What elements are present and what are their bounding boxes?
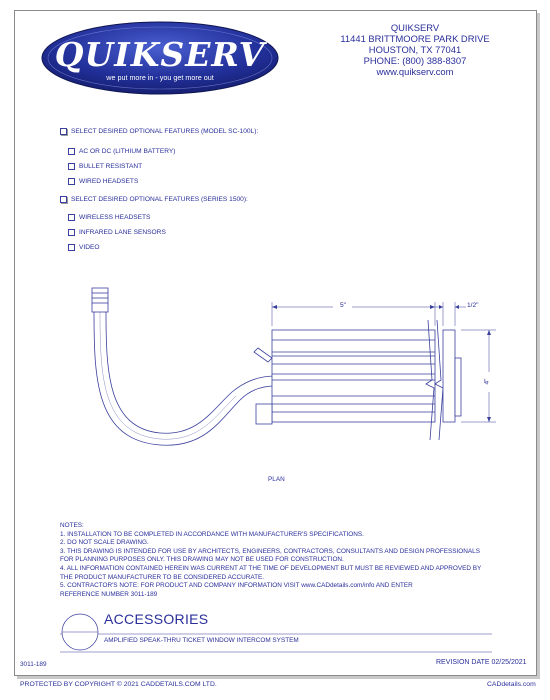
feature-option — [68, 163, 142, 170]
feature-option — [68, 229, 166, 236]
drawing-title: ACCESSORIES — [104, 611, 209, 627]
feature-group-2-label: SELECT DESIRED OPTIONAL FEATURES (SERIES 1500): — [71, 196, 248, 203]
drawing-subtitle: AMPLIFIED SPEAK-THRU TICKET WINDOW INTERCOM SYSTEM — [104, 637, 299, 644]
feature-option-checkbox[interactable] — [68, 178, 75, 185]
feature-group-1 — [60, 128, 258, 135]
caddetails-link[interactable]: CADdetails.com — [487, 681, 536, 688]
notes — [60, 522, 481, 599]
feature-group-1-label: SELECT DESIRED OPTIONAL FEATURES (MODEL SC-100L): — [71, 128, 259, 135]
note-line: 4. ALL INFORMATION CONTAINED HEREIN WAS CURRENT AT THE TIME OF DEVELOPMENT BUT MUST BE REVIEWED AND APPROVED BY — [60, 564, 482, 572]
feature-option-label: WIRED HEADSETS — [79, 178, 139, 185]
dimension-depth: 1/2" — [467, 302, 479, 309]
feature-option — [68, 244, 100, 251]
feature-group-2 — [60, 196, 248, 203]
company-phone: PHONE: (800) 388-8307 — [363, 55, 467, 66]
feature-option — [68, 178, 138, 185]
feature-option — [68, 214, 150, 221]
copyright-notice: PROTECTED BY COPYRIGHT © 2021 CADDETAILS.COM LTD. — [20, 681, 217, 688]
note-line: 2. DO NOT SCALE DRAWING. — [60, 539, 149, 547]
note-line: REFERENCE NUMBER 3011-189 — [60, 590, 158, 598]
company-address-2: HOUSTON, TX 77041 — [368, 44, 462, 55]
revision-date: REVISION DATE 02/25/2021 — [436, 659, 527, 666]
reference-number: 3011-189 — [20, 661, 47, 668]
feature-option-checkbox[interactable] — [68, 148, 75, 155]
feature-option-checkbox[interactable] — [68, 214, 75, 221]
feature-option — [68, 148, 175, 155]
view-label: PLAN — [268, 476, 285, 483]
logo-tagline: we put more in - you get more out — [106, 73, 214, 82]
company-address-1: 11441 BRITTMOORE PARK DRIVE — [340, 33, 490, 44]
company-website[interactable]: www.quikserv.com — [376, 66, 454, 77]
note-line: FOR PLANNING PURPOSES ONLY. THIS DRAWING MAY NOT BE USED FOR CONSTRUCTION. — [60, 556, 344, 564]
feature-group-2-checkbox[interactable] — [60, 196, 67, 203]
title-block — [60, 608, 490, 648]
logo-wordmark: QUIKSERV — [54, 35, 266, 74]
feature-group-1-checkbox[interactable] — [60, 128, 67, 135]
feature-option-label: BULLET RESISTANT — [79, 163, 143, 170]
feature-option-label: INFRARED LANE SENSORS — [79, 229, 166, 236]
feature-option-label: AC OR DC (LITHIUM BATTERY) — [79, 148, 176, 155]
feature-option-checkbox[interactable] — [68, 244, 75, 251]
notes-heading: NOTES: — [60, 522, 84, 529]
feature-option-checkbox[interactable] — [68, 229, 75, 236]
company-name: QUIKSERV — [390, 22, 440, 33]
quikserv-logo — [40, 20, 280, 96]
note-line: 5. CONTRACTOR'S NOTE: FOR PRODUCT AND COMPANY INFORMATION VISIT www.CADdetails.com/info AND ENTER — [60, 582, 413, 590]
company-info — [330, 22, 500, 77]
feature-option-label: WIRELESS HEADSETS — [79, 214, 151, 221]
feature-option-label: VIDEO — [79, 244, 100, 251]
dimension-height: 4" — [483, 378, 491, 385]
feature-option-checkbox[interactable] — [68, 163, 75, 170]
note-line: 1. INSTALLATION TO BE COMPLETED IN ACCORDANCE WITH MANUFACTURER'S SPECIFICATIONS. — [60, 530, 364, 538]
dimension-width: 5" — [340, 302, 347, 309]
note-line: 3. THIS DRAWING IS INTENDED FOR USE BY ARCHITECTS, ENGINEERS, CONTRACTORS, CONSULTANTS AND DESIGN PROFESSIONALS — [60, 547, 480, 555]
note-line: THE PRODUCT MANUFACTURER TO BE CONSIDERED ACCURATE. — [60, 573, 265, 581]
